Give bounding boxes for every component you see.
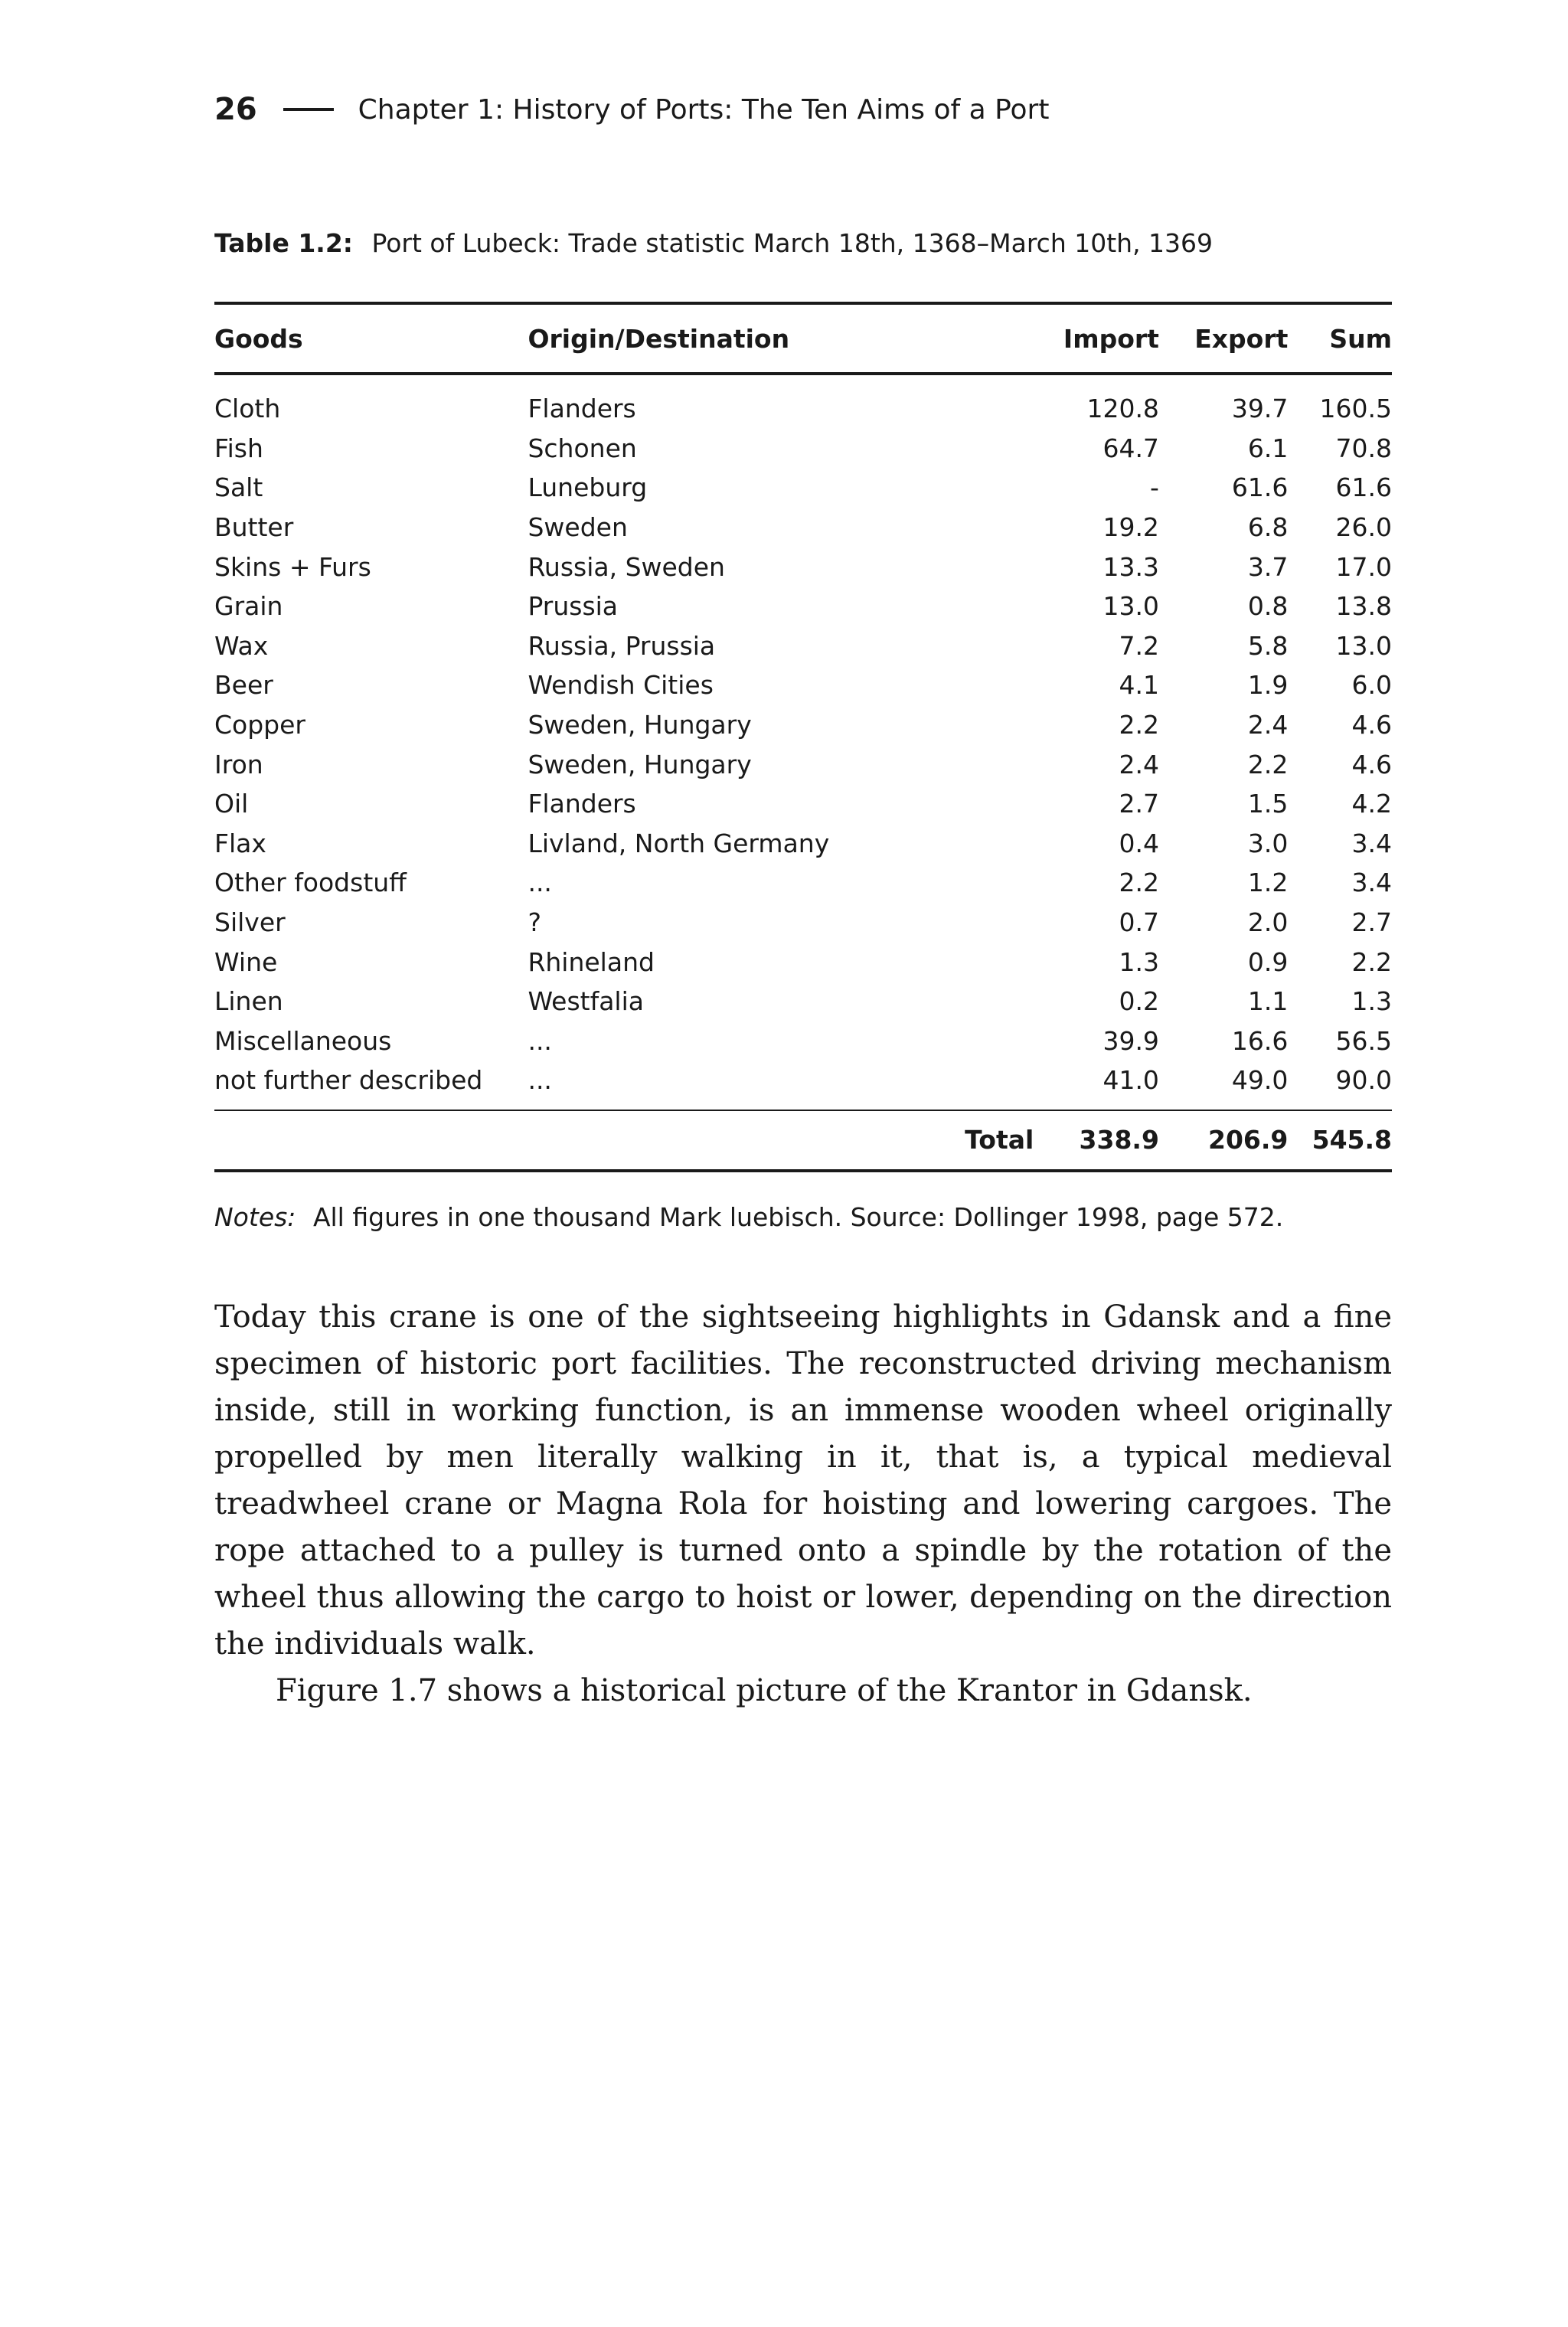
table-row — [214, 863, 1392, 903]
total-export: 206.9 — [1159, 1110, 1288, 1171]
cell-sum: 61.6 — [1335, 472, 1392, 503]
table-caption-label: Table 1.2: — [214, 228, 353, 258]
cell-origin: Livland, North Germany — [528, 828, 830, 858]
cell-import: - — [1150, 472, 1159, 503]
cell-goods: Salt — [214, 472, 263, 503]
cell-export: 6.8 — [1247, 512, 1289, 543]
cell-sum: 1.3 — [1351, 986, 1392, 1017]
cell-sum: 2.7 — [1351, 907, 1392, 938]
column-header-origin: Origin/Destination — [528, 303, 1060, 374]
cell-sum: 3.4 — [1351, 868, 1392, 898]
cell-export: 5.8 — [1247, 630, 1289, 661]
cell-sum: 90.0 — [1335, 1065, 1392, 1096]
table-caption — [214, 228, 1213, 258]
cell-import: 2.2 — [1119, 710, 1159, 740]
cell-import: 39.9 — [1102, 1025, 1159, 1056]
cell-sum: 13.0 — [1335, 630, 1392, 661]
cell-export: 1.9 — [1247, 670, 1289, 701]
cell-sum: 70.8 — [1335, 433, 1392, 463]
cell-sum: 6.0 — [1351, 670, 1392, 701]
cell-origin: ... — [528, 868, 552, 898]
cell-sum: 4.2 — [1351, 789, 1392, 819]
table-body — [214, 374, 1392, 1110]
table-notes — [214, 1202, 1283, 1232]
notes-text: All figures in one thousand Mark luebisch. Source: Dollinger 1998, page 572. — [312, 1202, 1284, 1232]
cell-import: 64.7 — [1102, 433, 1159, 463]
trade-statistic-table — [214, 302, 1392, 1172]
running-header — [214, 92, 1049, 127]
cell-goods: Skins + Furs — [214, 551, 371, 582]
cell-export: 61.6 — [1231, 472, 1289, 503]
table-row — [214, 1021, 1392, 1061]
cell-import: 41.0 — [1102, 1065, 1159, 1096]
cell-origin: Russia, Sweden — [528, 551, 725, 582]
table-row — [214, 587, 1392, 626]
cell-import: 0.2 — [1119, 986, 1159, 1017]
table-row — [214, 374, 1392, 429]
cell-origin: Westfalia — [528, 986, 644, 1017]
cell-goods: Miscellaneous — [214, 1025, 392, 1056]
cell-import: 0.7 — [1119, 907, 1159, 938]
cell-goods: Butter — [214, 512, 294, 543]
total-spacer — [214, 1110, 528, 1171]
total-label: Total — [528, 1110, 1060, 1171]
table-row — [214, 705, 1392, 745]
cell-sum: 4.6 — [1351, 710, 1392, 740]
table-row — [214, 1061, 1392, 1110]
table-row — [214, 824, 1392, 864]
cell-goods: Wine — [214, 946, 278, 977]
column-header-goods: Goods — [214, 303, 528, 374]
table-row — [214, 784, 1392, 824]
cell-sum: 56.5 — [1335, 1025, 1392, 1056]
cell-goods: Iron — [214, 749, 263, 779]
cell-export: 0.9 — [1247, 946, 1289, 977]
cell-goods: Copper — [214, 710, 305, 740]
cell-import: 2.7 — [1119, 789, 1159, 819]
cell-import: 0.4 — [1119, 828, 1159, 858]
cell-origin: Sweden, Hungary — [528, 710, 752, 740]
cell-goods: Grain — [214, 591, 283, 622]
cell-export: 3.7 — [1247, 551, 1289, 582]
cell-goods: Wax — [214, 630, 269, 661]
cell-export: 2.4 — [1247, 710, 1289, 740]
table-header-row — [214, 303, 1392, 374]
page-number: 26 — [214, 92, 257, 127]
cell-export: 39.7 — [1231, 394, 1289, 424]
cell-origin: ... — [528, 1025, 552, 1056]
cell-origin: Flanders — [528, 789, 636, 819]
table-caption-text: Port of Lubeck: Trade statistic March 18th, 1368–March 10th, 1369 — [371, 228, 1214, 258]
body-paragraph: Today this crane is one of the sightseeing highlights in Gdansk and a fine specimen of historic port facilities. The reconstructed driving mechanism inside, still in working function, is an immense wooden wheel originally propelled by men literally walking in it, that is, a typical medieval treadwheel crane or Magna Rola for hoisting and lowering cargoes. The rope attached to a pulley is turned onto a spindle by the rotation of the wheel thus allowing the cargo to hoist or lower, depending on the direction the individuals walk. — [214, 1299, 1392, 1662]
cell-sum: 13.8 — [1335, 591, 1392, 622]
cell-import: 7.2 — [1119, 630, 1159, 661]
cell-goods: Flax — [214, 828, 266, 858]
cell-export: 2.0 — [1247, 907, 1289, 938]
table-row — [214, 626, 1392, 666]
cell-sum: 17.0 — [1335, 551, 1392, 582]
cell-sum: 4.6 — [1351, 749, 1392, 779]
table-total-row — [214, 1110, 1392, 1171]
cell-goods: not further described — [214, 1065, 483, 1096]
cell-import: 120.8 — [1086, 394, 1159, 424]
cell-goods: Oil — [214, 789, 249, 819]
cell-goods: Cloth — [214, 394, 281, 424]
cell-import: 2.2 — [1119, 868, 1159, 898]
cell-import: 13.0 — [1102, 591, 1159, 622]
header-rule — [283, 108, 334, 111]
table-row — [214, 547, 1392, 587]
cell-export: 1.2 — [1247, 868, 1289, 898]
total-import: 338.9 — [1060, 1110, 1159, 1171]
cell-goods: Linen — [214, 986, 283, 1017]
cell-origin: Sweden, Hungary — [528, 749, 752, 779]
cell-import: 19.2 — [1102, 512, 1159, 543]
cell-origin: ? — [528, 907, 541, 938]
cell-sum: 160.5 — [1319, 394, 1392, 424]
notes-label: Notes: — [214, 1202, 296, 1232]
cell-goods: Other foodstuff — [214, 868, 407, 898]
table-row — [214, 665, 1392, 705]
cell-sum: 3.4 — [1351, 828, 1392, 858]
table-row — [214, 468, 1392, 508]
cell-import: 1.3 — [1119, 946, 1159, 977]
cell-export: 1.5 — [1247, 789, 1289, 819]
cell-export: 6.1 — [1247, 433, 1289, 463]
cell-origin: Luneburg — [528, 472, 648, 503]
cell-goods: Silver — [214, 907, 286, 938]
cell-export: 0.8 — [1247, 591, 1289, 622]
cell-origin: Schonen — [528, 433, 637, 463]
cell-export: 16.6 — [1231, 1025, 1289, 1056]
table-row — [214, 903, 1392, 943]
cell-import: 4.1 — [1119, 670, 1159, 701]
total-sum: 545.8 — [1288, 1110, 1392, 1171]
column-header-sum: Sum — [1288, 303, 1392, 374]
table-row — [214, 942, 1392, 982]
column-header-export: Export — [1159, 303, 1288, 374]
table-row — [214, 744, 1392, 784]
body-text — [214, 1294, 1392, 1714]
cell-sum: 26.0 — [1335, 512, 1392, 543]
cell-import: 2.4 — [1119, 749, 1159, 779]
table-row — [214, 429, 1392, 469]
chapter-title: Chapter 1: History of Ports: The Ten Aims of a Port — [358, 93, 1050, 126]
cell-origin: Sweden — [528, 512, 628, 543]
cell-export: 3.0 — [1247, 828, 1289, 858]
cell-sum: 2.2 — [1351, 946, 1392, 977]
cell-goods: Beer — [214, 670, 273, 701]
cell-origin: Prussia — [528, 591, 619, 622]
cell-export: 2.2 — [1247, 749, 1289, 779]
cell-export: 1.1 — [1247, 986, 1289, 1017]
table-row — [214, 982, 1392, 1021]
cell-goods: Fish — [214, 433, 263, 463]
cell-import: 13.3 — [1102, 551, 1159, 582]
column-header-import: Import — [1060, 303, 1159, 374]
cell-origin: Flanders — [528, 394, 636, 424]
table-row — [214, 508, 1392, 547]
cell-origin: ... — [528, 1065, 552, 1096]
cell-origin: Russia, Prussia — [528, 630, 716, 661]
cell-export: 49.0 — [1231, 1065, 1289, 1096]
body-paragraph: Figure 1.7 shows a historical picture of the Krantor in Gdansk. — [276, 1673, 1253, 1708]
cell-origin: Wendish Cities — [528, 670, 714, 701]
cell-origin: Rhineland — [528, 946, 655, 977]
